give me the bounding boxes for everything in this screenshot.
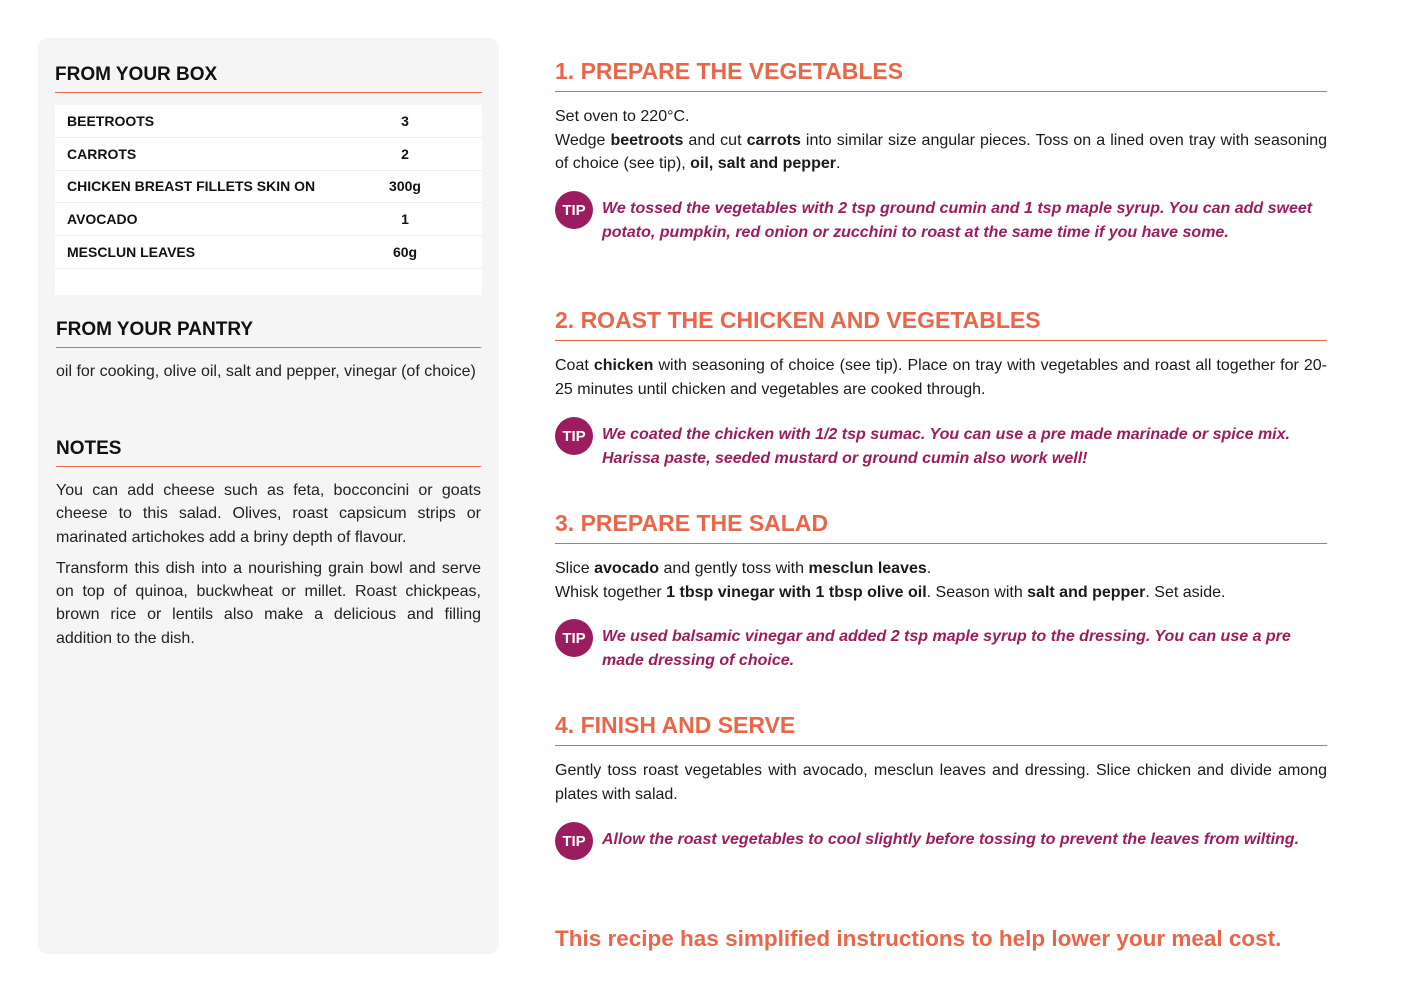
step-4-body	[555, 759, 1327, 806]
text-segment: Coat	[555, 357, 594, 374]
tip-badge: TIP	[555, 619, 593, 657]
sidebar-panel	[38, 38, 499, 954]
tip-text: We coated the chicken with 1/2 tsp sumac. You can use a pre made marinade or spice mix. Harissa paste, seeded mustard or ground cumin also work well!	[602, 426, 1290, 467]
ingredient-row	[55, 138, 482, 171]
step-2-title: 2. ROAST THE CHICKEN AND VEGETABLES	[555, 307, 1327, 341]
ingredient-name: BEETROOTS	[67, 112, 155, 129]
ingredient-row	[55, 236, 482, 269]
step-3-title: 3. PREPARE THE SALAD	[555, 510, 1327, 544]
text-segment: Set oven to 220°C.	[555, 108, 690, 125]
bold-text: carrots	[746, 131, 801, 149]
step-line	[555, 105, 1327, 129]
ingredient-row	[55, 203, 482, 236]
note-paragraph: You can add cheese such as feta, bocconcini or goats cheese to this salad. Olives, roast capsicum strips or marinated artichokes add a briny depth of flavour.	[56, 482, 481, 546]
ingredient-qty: 60g	[392, 244, 418, 261]
text-segment: Gently toss roast vegetables with avocado, mesclun leaves and dressing. Slice chicken and divide among plates with salad.	[555, 762, 1327, 803]
tip-text: We used balsamic vinegar and added 2 tsp maple syrup to the dressing. You can use a pre made dressing of choice.	[602, 628, 1291, 669]
text-segment: . Set aside.	[1145, 583, 1226, 601]
step-2-body	[555, 354, 1327, 401]
bold-text: beetroots	[610, 131, 684, 149]
bold-text: avocado	[594, 560, 660, 577]
ingredient-name: AVOCADO	[67, 211, 138, 228]
step-2-tip	[555, 417, 1327, 470]
bold-text: chicken	[593, 357, 654, 374]
step-1-title: 1. PREPARE THE VEGETABLES	[555, 58, 1327, 92]
step-1-body	[555, 105, 1327, 176]
step-line	[555, 759, 1327, 806]
text-segment: into similar size angular pieces. Toss on a lined oven tray with seasoning of choice (see tip),	[555, 131, 1328, 172]
bold-text: salt and pepper	[1027, 583, 1146, 601]
text-segment: .	[926, 560, 932, 577]
step-line	[555, 129, 1327, 176]
ingredients-table	[55, 105, 482, 295]
text-segment: .	[835, 155, 841, 172]
notes-heading: NOTES	[56, 438, 481, 467]
tip-badge: TIP	[555, 417, 593, 455]
tip-text: We tossed the vegetables with 2 tsp ground cumin and 1 tsp maple syrup. You can add sweet potato, pumpkin, red onion or zucchini to roast at the same time if you have some.	[602, 200, 1313, 241]
step-line	[555, 354, 1327, 401]
step-4-tip	[555, 822, 1327, 860]
ingredient-name: CHICKEN BREAST FILLETS SKIN ON	[67, 178, 316, 195]
text-segment: . Season with	[926, 583, 1028, 601]
from-your-pantry-heading: FROM YOUR PANTRY	[56, 319, 481, 348]
text-segment: Whisk together	[555, 583, 667, 601]
simplified-instructions-note: This recipe has simplified instructions to help lower your meal cost.	[555, 926, 1282, 951]
tip-text: Allow the roast vegetables to cool slightly before tossing to prevent the leaves from wilting.	[602, 831, 1300, 848]
step-line	[555, 581, 1327, 605]
text-segment: with seasoning of choice (see tip). Place on tray with vegetables and roast all together for 20-25 minutes until chicken and vegetables are cooked through.	[555, 357, 1327, 398]
step-1-tip	[555, 191, 1327, 244]
bold-text: mesclun leaves	[808, 560, 927, 577]
ingredient-row	[55, 105, 482, 138]
step-3-tip	[555, 619, 1327, 672]
text-segment: and gently toss with	[659, 560, 809, 577]
notes-body	[56, 479, 481, 658]
text-segment: and cut	[683, 131, 747, 149]
from-your-box-heading: FROM YOUR BOX	[55, 64, 482, 93]
step-3-body	[555, 557, 1327, 604]
step-4-title: 4. FINISH AND SERVE	[555, 712, 1327, 746]
tip-badge: TIP	[555, 822, 593, 860]
pantry-text: oil for cooking, olive oil, salt and pepper, vinegar (of choice)	[56, 363, 476, 380]
bold-text: 1 tbsp vinegar with 1 tbsp olive oil	[666, 583, 927, 601]
text-segment: Wedge	[555, 131, 611, 149]
ingredient-qty: 2	[401, 145, 409, 162]
note-paragraph: Transform this dish into a nourishing grain bowl and serve on top of quinoa, buckwheat or millet. Roast chickpeas, brown rice or lentils also make a delicious and filling addition to the dish.	[56, 559, 481, 647]
ingredient-qty: 3	[401, 112, 409, 129]
step-line	[555, 557, 1327, 581]
ingredient-name: MESCLUN LEAVES	[67, 244, 196, 261]
bold-text: oil, salt and pepper	[690, 155, 836, 172]
ingredient-name: CARROTS	[67, 145, 137, 162]
tip-badge: TIP	[555, 191, 593, 229]
ingredient-row	[55, 171, 482, 204]
text-segment: Slice	[555, 560, 595, 577]
ingredient-qty: 300g	[389, 178, 421, 195]
ingredient-qty: 1	[401, 211, 409, 228]
